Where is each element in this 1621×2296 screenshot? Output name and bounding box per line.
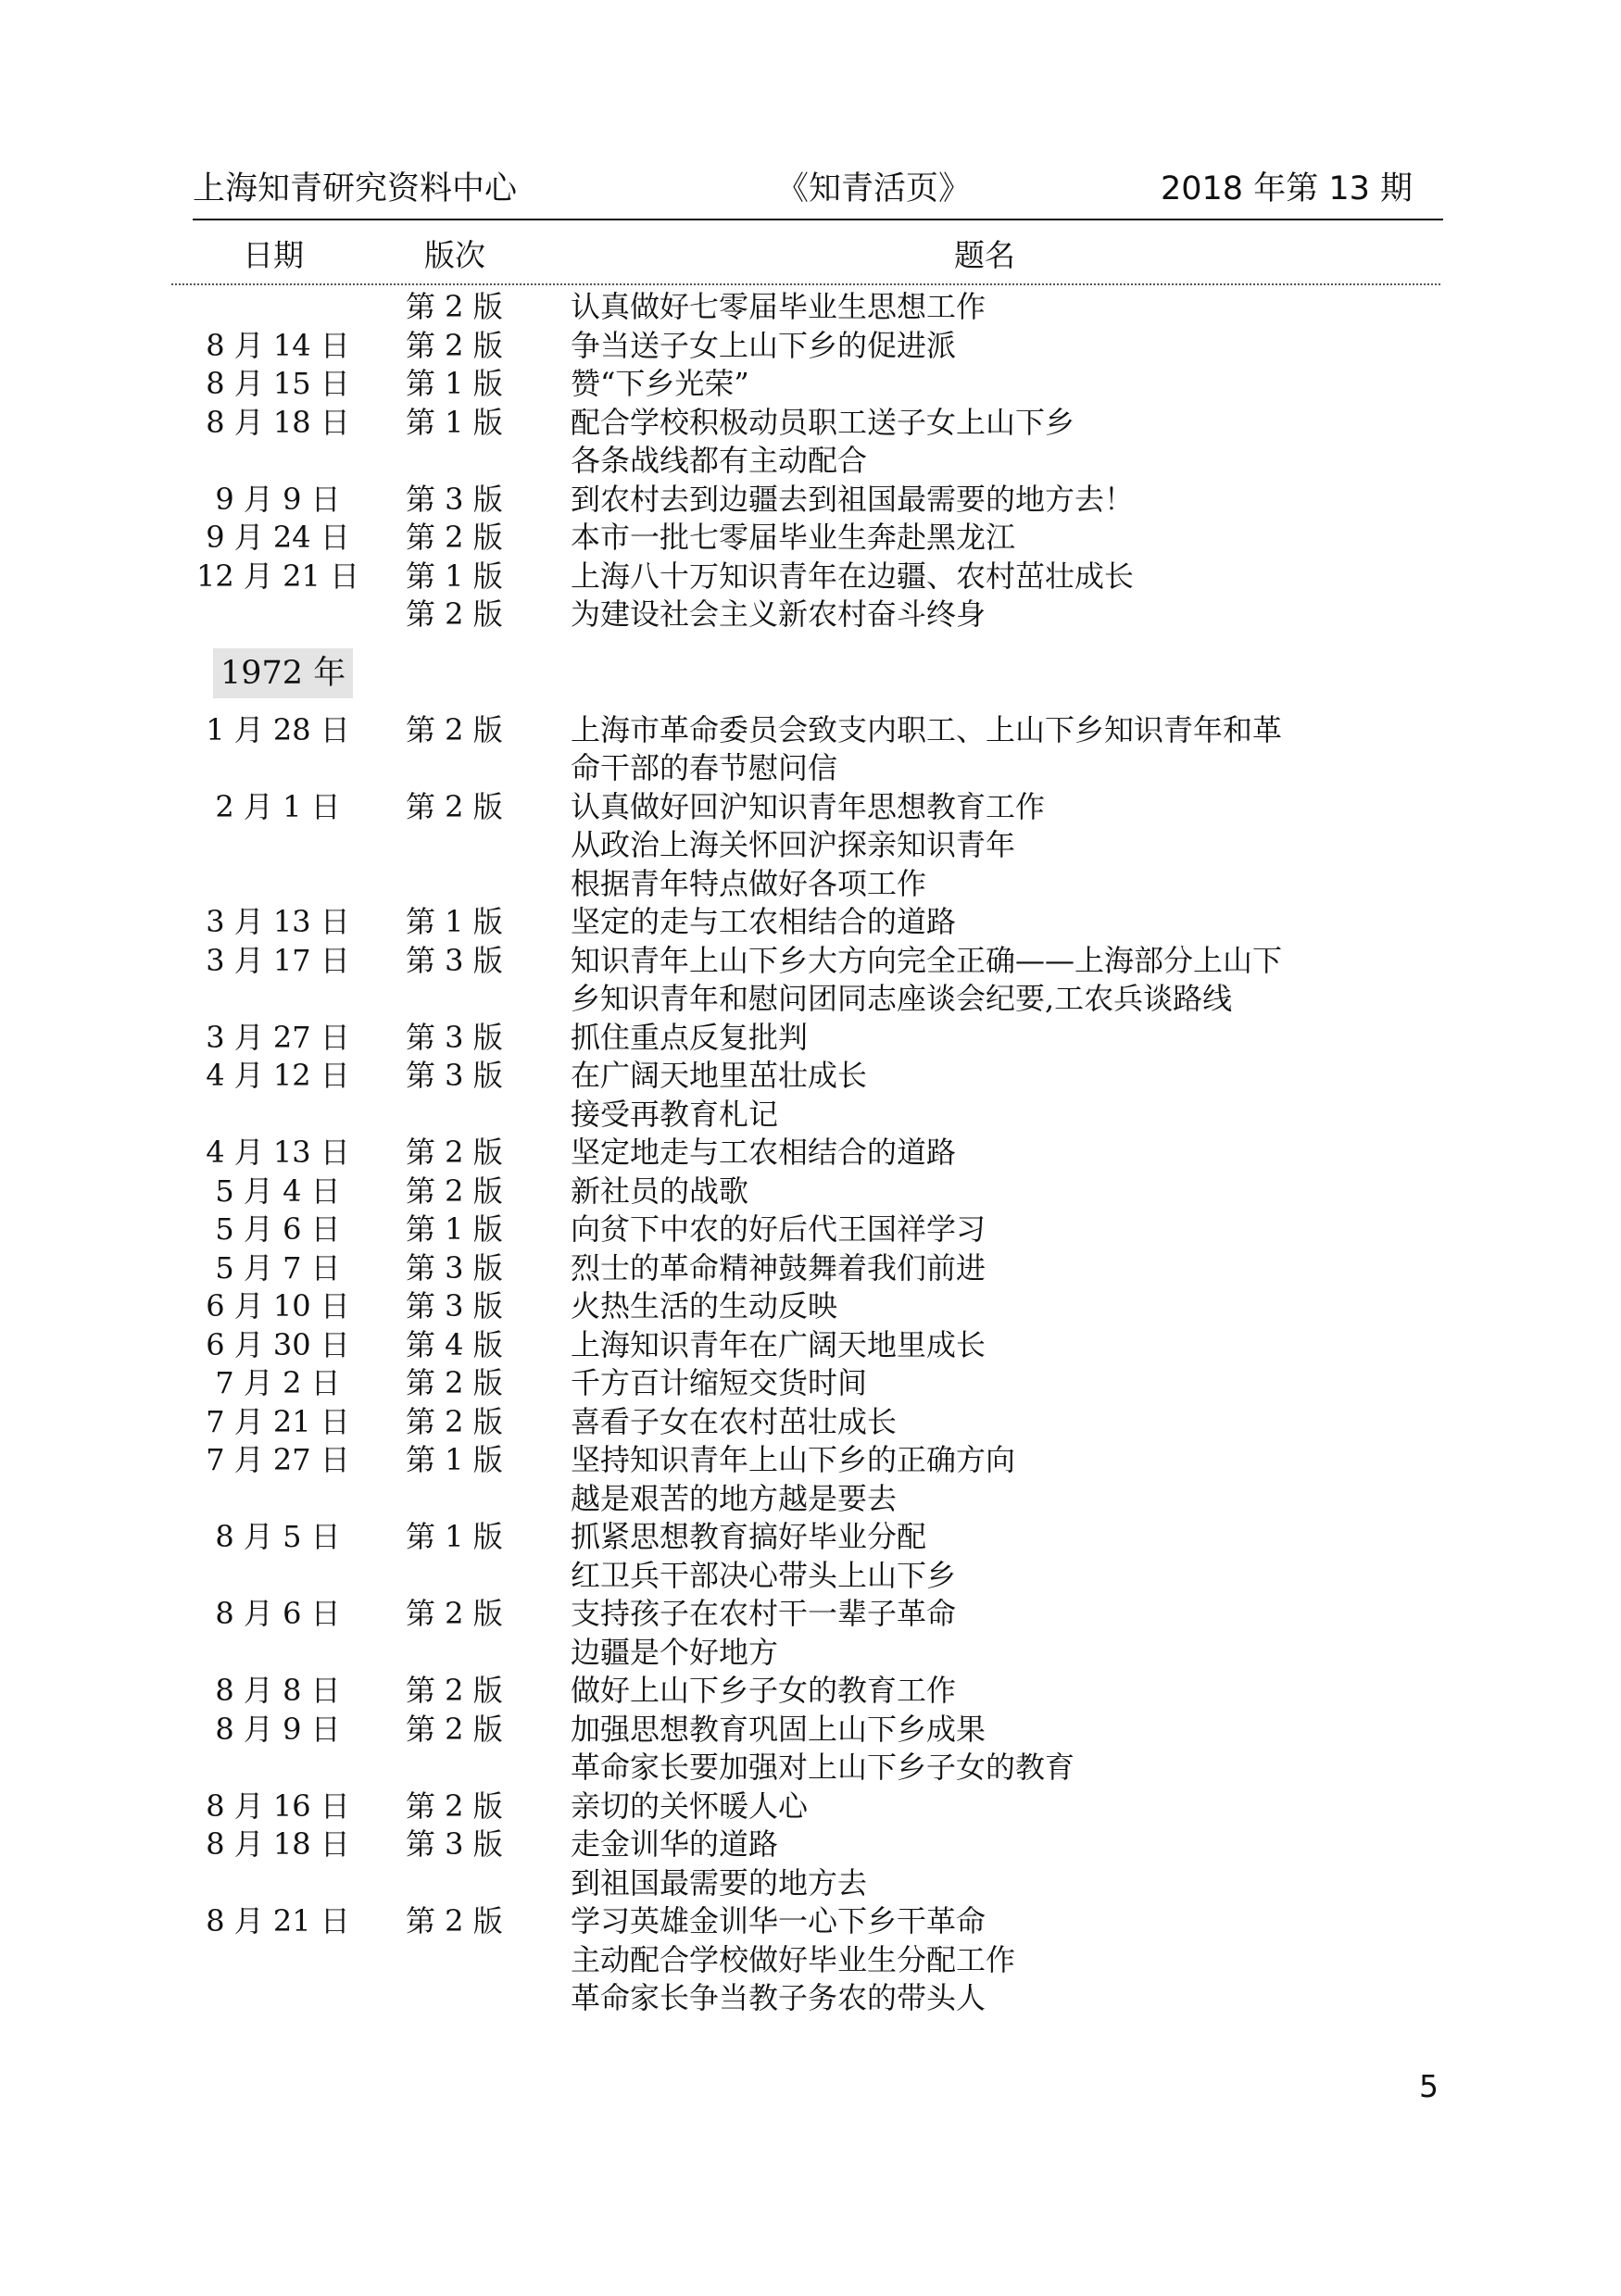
- entry-date: 5 月 4 日: [215, 1173, 341, 1209]
- entry-date: 8 月 14 日: [206, 327, 350, 363]
- entry-edition: 第 1 版: [406, 558, 503, 594]
- entry-edition: 第 2 版: [406, 711, 503, 747]
- table-row: [0, 1172, 1621, 1211]
- entry-date: 5 月 6 日: [215, 1211, 341, 1247]
- header-publisher: 上海知青研究资料中心: [193, 170, 518, 207]
- column-header-date: 日期: [243, 237, 304, 273]
- entry-edition: 第 2 版: [406, 1365, 503, 1400]
- entry-edition: 第 3 版: [406, 1826, 503, 1862]
- year-section-label: 1972 年: [213, 648, 353, 698]
- entry-title-line: 到农村去到边疆去到祖国最需要的地方去！: [571, 481, 1135, 517]
- entry-date: 3 月 17 日: [206, 942, 350, 978]
- entry-date: 8 月 5 日: [215, 1519, 341, 1554]
- entry-date: 8 月 15 日: [206, 366, 350, 401]
- entry-edition: 第 1 版: [406, 1211, 503, 1247]
- entry-date: 8 月 8 日: [215, 1673, 341, 1708]
- entry-date: 8 月 6 日: [215, 1596, 341, 1631]
- entry-edition: 第 1 版: [406, 1519, 503, 1554]
- entry-date: 7 月 27 日: [206, 1442, 350, 1477]
- entry-title-line: 红卫兵干部决心带头上山下乡: [571, 1557, 957, 1593]
- table-row: [0, 787, 1621, 903]
- entry-edition: 第 2 版: [406, 1788, 503, 1824]
- page-number: 5: [1419, 2068, 1439, 2104]
- table-row: [0, 1286, 1621, 1325]
- entry-title-line: 本市一批七零届毕业生奔赴黑龙江: [571, 520, 1016, 555]
- entry-edition: 第 3 版: [406, 481, 503, 517]
- entry-edition: 第 2 版: [406, 1903, 503, 1938]
- entry-title-line: 边疆是个好地方: [571, 1634, 779, 1670]
- table-row: [0, 941, 1621, 1018]
- entry-title-line: 走金训华的道路: [571, 1826, 779, 1862]
- entry-edition: 第 2 版: [406, 327, 503, 363]
- entry-title-line: 争当送子女上山下乡的促进派: [571, 327, 957, 363]
- header-publication-title: 《知青活页》: [776, 170, 972, 207]
- entry-edition: 第 1 版: [406, 1442, 503, 1477]
- table-row: [0, 403, 1621, 480]
- table-row: [0, 595, 1621, 634]
- entry-date: 3 月 13 日: [206, 904, 350, 939]
- table-row: [0, 287, 1621, 326]
- entry-title-line: 到祖国最需要的地方去: [571, 1864, 868, 1901]
- entry-edition: 第 3 版: [406, 1019, 503, 1055]
- table-row: [0, 1517, 1621, 1594]
- entry-title-line: 知识青年上山下乡大方向完全正确——上海部分上山下: [571, 942, 1283, 978]
- entry-date: 2 月 1 日: [215, 788, 341, 824]
- entry-edition: 第 2 版: [406, 289, 503, 324]
- entry-title-line: 新社员的战歌: [571, 1173, 749, 1209]
- table-row: [0, 710, 1621, 787]
- entry-title-line: 做好上山下乡子女的教育工作: [571, 1673, 957, 1708]
- entry-title-line: 革命家长要加强对上山下乡子女的教育: [571, 1750, 1075, 1785]
- table-row: [0, 1056, 1621, 1133]
- table-row: [0, 1325, 1621, 1364]
- table-row: [0, 326, 1621, 365]
- table-row: [0, 1440, 1621, 1517]
- entry-title-line: 坚持知识青年上山下乡的正确方向: [571, 1442, 1016, 1477]
- entry-title-line: 认真做好七零届毕业生思想工作: [571, 289, 986, 324]
- entry-date: 8 月 21 日: [206, 1903, 350, 1938]
- entry-date: 4 月 13 日: [206, 1135, 350, 1170]
- entry-date: 1 月 28 日: [206, 711, 350, 747]
- table-row: [0, 1825, 1621, 1901]
- table-row: [0, 1018, 1621, 1057]
- entry-date: 8 月 18 日: [206, 1826, 350, 1862]
- entry-edition: 第 2 版: [406, 1711, 503, 1747]
- entry-title-line: 坚定地走与工农相结合的道路: [571, 1135, 957, 1170]
- entry-title-line: 从政治上海关怀回沪探亲知识青年: [571, 827, 1016, 862]
- entry-edition: 第 3 版: [406, 942, 503, 978]
- entry-title-line: 加强思想教育巩固上山下乡成果: [571, 1711, 986, 1747]
- table-row: [0, 1363, 1621, 1402]
- entry-edition: 第 4 版: [406, 1326, 503, 1362]
- table-row: [0, 1248, 1621, 1287]
- entry-edition: 第 2 版: [406, 1135, 503, 1170]
- entry-title-line: 主动配合学校做好毕业生分配工作: [571, 1941, 1016, 1977]
- entry-title-line: 根据青年特点做好各项工作: [571, 865, 927, 901]
- entry-title-line: 火热生活的生动反映: [571, 1288, 838, 1324]
- entry-title-line: 烈士的革命精神鼓舞着我们前进: [571, 1249, 986, 1286]
- entry-edition: 第 1 版: [406, 404, 503, 440]
- entry-date: 9 月 24 日: [206, 520, 350, 555]
- entry-edition: 第 2 版: [406, 1173, 503, 1209]
- entry-edition: 第 2 版: [406, 1403, 503, 1439]
- table-row: [0, 1402, 1621, 1441]
- column-header-edition: 版次: [424, 237, 485, 273]
- entry-title-line: 乡知识青年和慰问团同志座谈会纪要,工农兵谈路线: [571, 981, 1233, 1016]
- entry-title-line: 越是艰苦的地方越是要去: [571, 1480, 898, 1516]
- entry-title-line: 为建设社会主义新农村奋斗终身: [571, 596, 986, 632]
- entry-date: 5 月 7 日: [215, 1249, 341, 1286]
- entry-date: 8 月 18 日: [206, 404, 350, 440]
- table-row: [0, 1710, 1621, 1787]
- entry-edition: 第 2 版: [406, 596, 503, 632]
- table-row: [0, 518, 1621, 557]
- table-row: [0, 1210, 1621, 1248]
- table-row: [0, 364, 1621, 403]
- table-row: [0, 1133, 1621, 1172]
- entry-edition: 第 1 版: [406, 366, 503, 401]
- entry-edition: 第 3 版: [406, 1288, 503, 1324]
- column-header-title: 题名: [954, 237, 1015, 273]
- entry-edition: 第 1 版: [406, 904, 503, 939]
- entry-edition: 第 2 版: [406, 788, 503, 824]
- entry-date: 9 月 9 日: [215, 481, 341, 517]
- entry-title-line: 亲切的关怀暖人心: [571, 1788, 809, 1824]
- entry-date: 6 月 30 日: [206, 1326, 350, 1362]
- table-row: [0, 480, 1621, 519]
- table-row: [0, 1671, 1621, 1710]
- entry-title-line: 喜看子女在农村茁壮成长: [571, 1403, 898, 1439]
- table-row: [0, 902, 1621, 941]
- entry-title-line: 在广阔天地里茁壮成长: [571, 1058, 868, 1093]
- table-row: [0, 1594, 1621, 1671]
- entry-date: 6 月 10 日: [206, 1288, 350, 1324]
- table-row: [0, 557, 1621, 596]
- entry-title-line: 支持孩子在农村干一辈子革命: [571, 1596, 957, 1631]
- entry-title-line: 认真做好回沪知识青年思想教育工作: [571, 788, 1046, 824]
- entry-title-line: 学习英雄金训华一心下乡干革命: [571, 1903, 986, 1938]
- entry-date: 7 月 2 日: [215, 1365, 341, 1400]
- entry-date: 3 月 27 日: [206, 1019, 350, 1055]
- entry-title-line: 上海知识青年在广阔天地里成长: [571, 1326, 986, 1362]
- entry-edition: 第 2 版: [406, 1673, 503, 1708]
- table-row: [0, 1901, 1621, 2017]
- entry-title-line: 命干部的春节慰问信: [571, 750, 838, 785]
- entry-title-line: 赞“下乡光荣”: [571, 366, 749, 401]
- entry-edition: 第 3 版: [406, 1058, 503, 1093]
- entry-edition: 第 2 版: [406, 520, 503, 555]
- entry-title-line: 抓紧思想教育搞好毕业分配: [571, 1519, 927, 1554]
- entry-date: 4 月 12 日: [206, 1058, 350, 1093]
- entry-title-line: 上海八十万知识青年在边疆、农村茁壮成长: [571, 558, 1135, 594]
- entry-edition: 第 3 版: [406, 1249, 503, 1286]
- entry-title-line: 配合学校积极动员职工送子女上山下乡: [571, 404, 1075, 440]
- entry-title-line: 接受再教育札记: [571, 1096, 779, 1132]
- table-row: [0, 1787, 1621, 1826]
- entry-title-line: 坚定的走与工农相结合的道路: [571, 904, 957, 939]
- entry-title-line: 各条战线都有主动配合: [571, 443, 868, 478]
- entry-date: 7 月 21 日: [206, 1403, 350, 1439]
- entry-edition: 第 2 版: [406, 1596, 503, 1631]
- entry-title-line: 上海市革命委员会致支内职工、上山下乡知识青年和革: [571, 711, 1283, 747]
- entry-title-line: 向贫下中农的好后代王国祥学习: [571, 1211, 986, 1247]
- entry-title-line: 千方百计缩短交货时间: [571, 1365, 868, 1400]
- entry-date: 12 月 21 日: [196, 558, 359, 594]
- entry-date: 8 月 9 日: [215, 1711, 341, 1747]
- header-issue: 2018 年第 13 期: [1161, 170, 1413, 207]
- entry-title-line: 革命家长争当教子务农的带头人: [571, 1980, 986, 2015]
- entry-date: 8 月 16 日: [206, 1788, 350, 1824]
- entry-title-line: 抓住重点反复批判: [571, 1019, 809, 1055]
